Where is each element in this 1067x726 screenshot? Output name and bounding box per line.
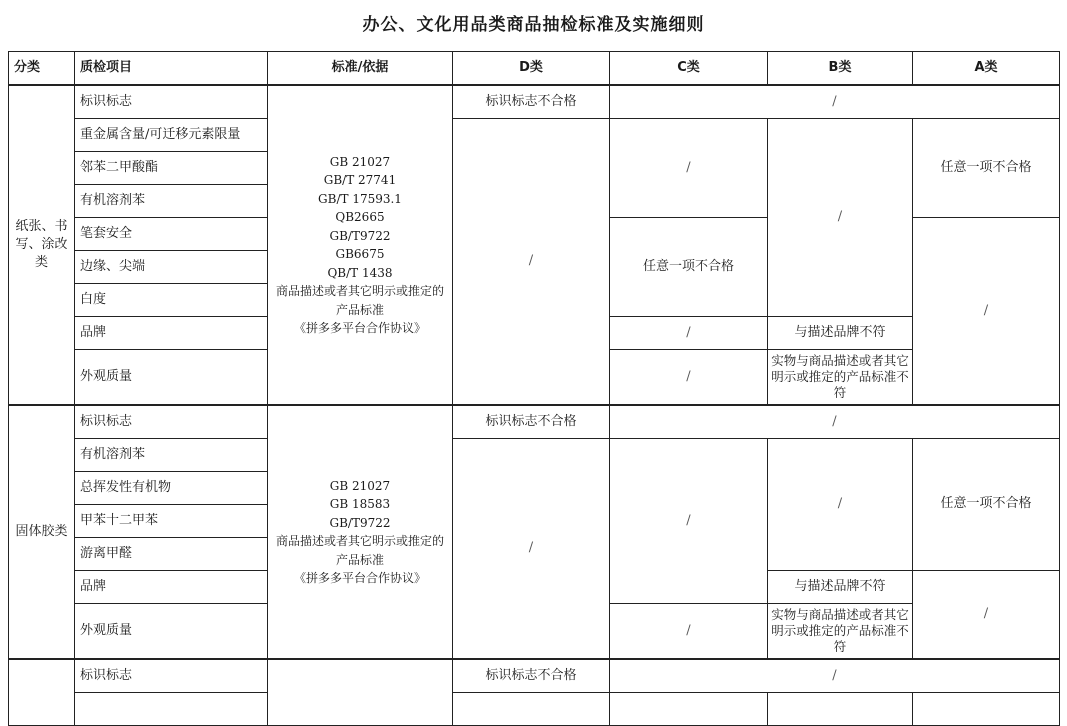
standard-cell (268, 405, 453, 659)
na-slash: / (453, 118, 610, 405)
item-cell: 甲苯十二甲苯 (75, 504, 268, 537)
standard-line: GB 21027 (329, 478, 391, 493)
na-slash: / (913, 217, 1060, 405)
na-slash: / (913, 570, 1060, 659)
na-slash: / (610, 659, 1060, 692)
header-standard: 标准/依据 (268, 52, 453, 86)
item-cell: 边缘、尖端 (75, 250, 268, 283)
standard-cell (268, 659, 453, 725)
header-inspection-item: 质检项目 (75, 52, 268, 86)
standard-line: 商品描述或者其它明示或推定的产品标准 (275, 534, 444, 567)
b-class-appearance-mismatch: 实物与商品描述或者其它明示或推定的产品标准不符 (768, 603, 913, 659)
na-slash: / (768, 118, 913, 316)
standard-line: QB2665 (335, 210, 385, 224)
na-slash: / (768, 438, 913, 570)
standard-line: GB/T9722 (329, 515, 391, 530)
na-slash: / (610, 405, 1060, 438)
item-cell: 标识标志 (75, 405, 268, 438)
header-row (9, 52, 1060, 86)
table-cell (768, 692, 913, 725)
table-row (9, 659, 1060, 692)
header-class-d: D类 (453, 52, 610, 86)
standard-line: QB/T 1438 (327, 265, 393, 280)
standard-line: GB/T 27741 (323, 173, 397, 187)
b-class-appearance-mismatch: 实物与商品描述或者其它明示或推定的产品标准不符 (768, 349, 913, 405)
inspection-standards-table (8, 51, 1060, 726)
page-title: 办公、文化用品类商品抽检标准及实施细则 (362, 15, 705, 35)
item-cell: 笔套安全 (75, 217, 268, 250)
header-class-c: C类 (610, 52, 768, 86)
c-class-any-unqualified: 任意一项不合格 (610, 217, 768, 316)
item-cell: 邻苯二甲酸酯 (75, 151, 268, 184)
category-cell (9, 659, 75, 725)
standard-line: GB/T9722 (329, 228, 391, 243)
table-cell (913, 692, 1060, 725)
header-class-a: A类 (913, 52, 1060, 86)
category-cell: 纸张、书写、涂改类 (9, 85, 75, 405)
na-slash: / (610, 438, 768, 603)
standard-cell (268, 85, 453, 405)
na-slash: / (610, 603, 768, 659)
d-class-label-result: 标识标志不合格 (453, 405, 610, 438)
item-cell: 重金属含量/可迁移元素限量 (75, 118, 268, 151)
standard-line: GB 18583 (329, 497, 391, 511)
item-cell: 有机溶剂苯 (75, 184, 268, 217)
d-class-label-result: 标识标志不合格 (453, 85, 610, 118)
item-cell: 总挥发性有机物 (75, 471, 268, 504)
item-cell: 外观质量 (75, 603, 268, 659)
table-row (9, 405, 1060, 438)
table-row (9, 85, 1060, 118)
a-class-any-unqualified: 任意一项不合格 (913, 118, 1060, 217)
standard-line: 商品描述或者其它明示或推定的产品标准 (275, 284, 444, 317)
standard-line: GB6675 (335, 247, 385, 261)
item-cell: 品牌 (75, 570, 268, 603)
na-slash: / (453, 438, 610, 659)
b-class-brand-mismatch: 与描述品牌不符 (768, 570, 913, 603)
header-class-b: B类 (768, 52, 913, 86)
d-class-label-result: 标识标志不合格 (453, 659, 610, 692)
item-cell: 品牌 (75, 316, 268, 349)
standard-line: 《拼多多平台合作协议》 (293, 571, 426, 585)
table-row (9, 118, 1060, 151)
na-slash: / (610, 349, 768, 405)
b-class-brand-mismatch: 与描述品牌不符 (768, 316, 913, 349)
table-row (9, 438, 1060, 471)
table-cell (453, 692, 610, 725)
item-cell: 白度 (75, 283, 268, 316)
header-category: 分类 (9, 52, 75, 86)
standard-line: 《拼多多平台合作协议》 (293, 321, 426, 335)
item-cell (75, 692, 268, 725)
standard-line: GB 21027 (329, 154, 391, 169)
table-row (9, 692, 1060, 725)
item-cell: 游离甲醛 (75, 537, 268, 570)
item-cell: 外观质量 (75, 349, 268, 405)
standard-line: GB/T 17593.1 (318, 191, 402, 206)
a-class-any-unqualified: 任意一项不合格 (913, 438, 1060, 570)
table-cell (610, 692, 768, 725)
item-cell: 有机溶剂苯 (75, 438, 268, 471)
na-slash: / (610, 85, 1060, 118)
na-slash: / (610, 316, 768, 349)
item-cell: 标识标志 (75, 659, 268, 692)
item-cell: 标识标志 (75, 85, 268, 118)
category-cell: 固体胶类 (9, 405, 75, 659)
na-slash: / (610, 118, 768, 217)
